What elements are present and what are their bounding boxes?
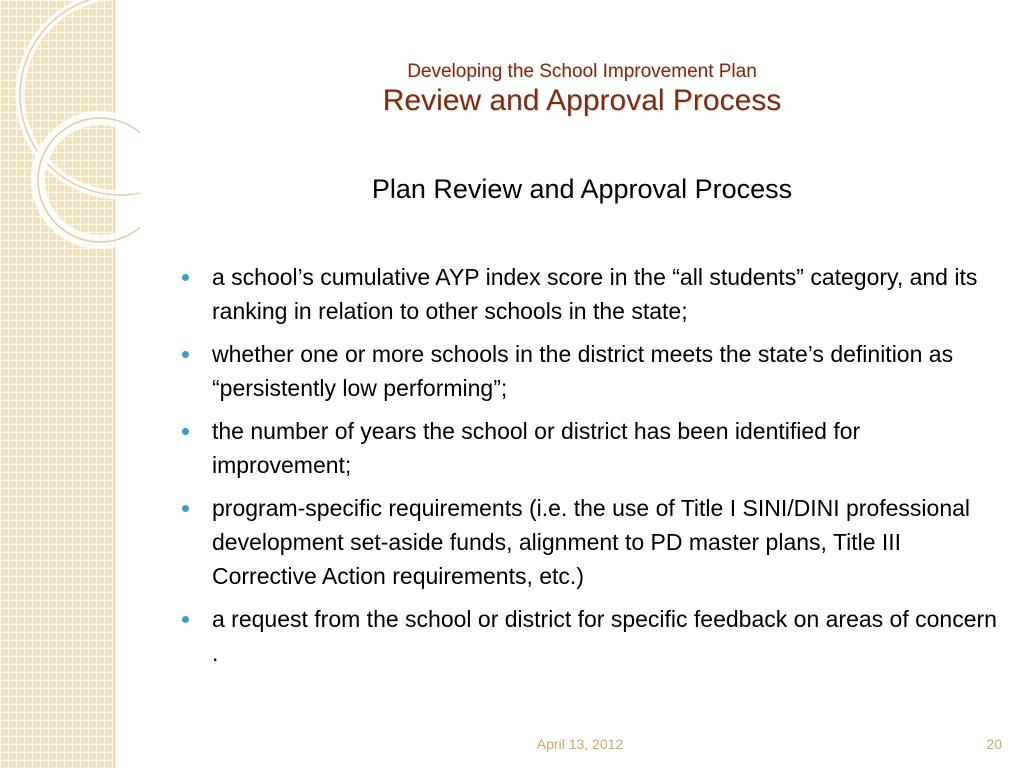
- bullet-item: [180, 260, 1000, 328]
- bullet-item: [180, 602, 1000, 670]
- bullet-text: whether one or more schools in the district meets the state’s definition as “persistently low performing”;: [212, 341, 954, 401]
- bullet-marker-icon: [182, 428, 189, 435]
- slide-subtitle: Plan Review and Approval Process: [371, 174, 793, 204]
- decorative-rings: [0, 0, 140, 300]
- slide-title: [140, 60, 1024, 118]
- footer-date: April 13, 2012: [536, 736, 624, 752]
- bullet-item: [180, 337, 1000, 405]
- title-line-1: Developing the School Improvement Plan: [407, 61, 757, 82]
- bullet-text: a request from the school or district for specific feedback on areas of concern .: [212, 606, 997, 666]
- bullet-list: [180, 260, 1000, 679]
- bullet-text: a school’s cumulative AYP index score in the “all students” category, and its ranking in relation to other schools in the state;: [212, 264, 978, 324]
- bullet-text: the number of years the school or district has been identified for improvement;: [212, 418, 861, 478]
- bullet-marker-icon: [182, 274, 189, 281]
- bullet-marker-icon: [182, 351, 189, 358]
- title-line-2: Review and Approval Process: [382, 84, 782, 117]
- bullet-marker-icon: [182, 505, 189, 512]
- bullet-item: [180, 491, 1000, 593]
- bullet-text: program-specific requirements (i.e. the use of Title I SINI/DINI professional development set-aside funds, alignment to PD master plans, Title III Corrective Action requirements, etc.): [212, 495, 971, 589]
- bullet-marker-icon: [182, 616, 189, 623]
- page-number: 20: [986, 736, 1002, 752]
- bullet-item: [180, 414, 1000, 482]
